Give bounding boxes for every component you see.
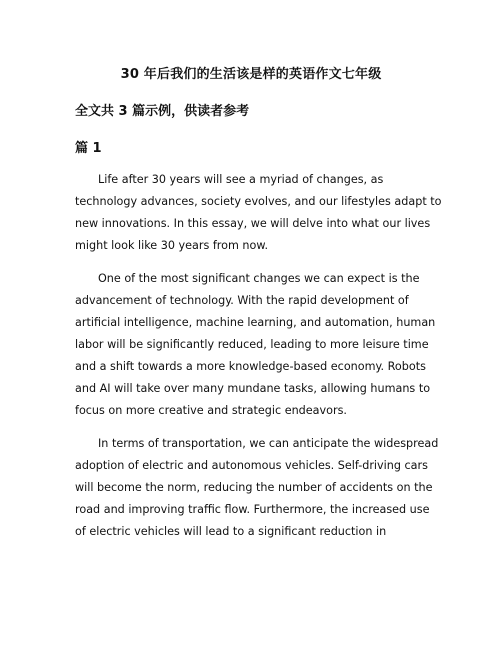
paragraph-2-line-3: artificial intelligence, machine learning, and automation, human <box>75 316 436 329</box>
paragraph-3-line-3: will become the norm, reducing the number of accidents on the <box>75 481 433 494</box>
paragraph-3-line-4: road and improving traffic flow. Furthermore, the increased use <box>75 503 430 516</box>
paragraph-2-line-4: labor will be significantly reduced, leading to more leisure time <box>75 338 429 351</box>
paragraph-2-line-2: advancement of technology. With the rapid development of <box>75 294 409 307</box>
document-subtitle: 全文共 3 篇示例，供读者参考 <box>75 104 250 119</box>
paragraph-1-line-2: technology advances, society evolves, and our lifestyles adapt to <box>75 195 442 208</box>
paragraph-3-line-5: of electric vehicles will lead to a significant reduction in <box>75 525 387 538</box>
paragraph-2-line-6: and AI will take over many mundane tasks, allowing humans to <box>75 382 431 395</box>
paragraph-3-line-2: adoption of electric and autonomous vehicles. Self-driving cars <box>75 459 428 472</box>
paragraph-3-line-1: In terms of transportation, we can anticipate the widespread <box>98 437 439 450</box>
section-heading: 篇 1 <box>75 141 102 156</box>
paragraph-1-line-4: might look like 30 years from now. <box>75 239 269 252</box>
paragraph-2-line-1: One of the most significant changes we can expect is the <box>98 272 420 285</box>
paragraph-2-line-7: focus on more creative and strategic endeavors. <box>75 404 347 417</box>
document-title: 30 年后我们的生活该是样的英语作文七年级 <box>120 67 382 82</box>
paragraph-2-line-5: and a shift towards a more knowledge-based economy. Robots <box>75 360 426 373</box>
paragraph-1-line-3: new innovations. In this essay, we will delve into what our lives <box>75 217 431 230</box>
paragraph-1-line-1: Life after 30 years will see a myriad of changes, as <box>98 173 384 186</box>
